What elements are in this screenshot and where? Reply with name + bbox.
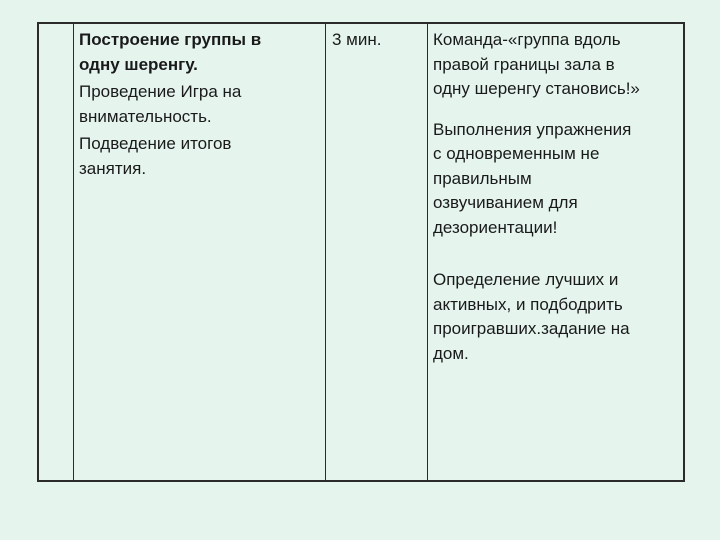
topic-formation: Построение группы в одну шеренгу. bbox=[79, 30, 262, 74]
method-command: Команда-«группа вдоль правой границы зала в одну шеренгу становись!» bbox=[433, 30, 640, 98]
column-divider-3 bbox=[427, 24, 428, 480]
column-divider-1 bbox=[73, 24, 74, 480]
duration-text: 3 мин. bbox=[332, 30, 382, 49]
topic-attention-game: Проведение Игра на внимательность. bbox=[79, 82, 242, 126]
lesson-plan-table bbox=[37, 22, 685, 482]
method-results: Определение лучших и активных, и подбодрить проигравших.задание на дом. bbox=[433, 270, 630, 363]
topic-summary: Подведение итогов занятия. bbox=[79, 134, 232, 178]
column-divider-2 bbox=[325, 24, 326, 480]
time-cell bbox=[332, 28, 417, 53]
method-exercise: Выполнения упражнения с одновременным не правильным озвучиванием для дезориентации! bbox=[433, 119, 632, 237]
methods-cell bbox=[433, 28, 678, 366]
topics-cell bbox=[79, 28, 319, 181]
